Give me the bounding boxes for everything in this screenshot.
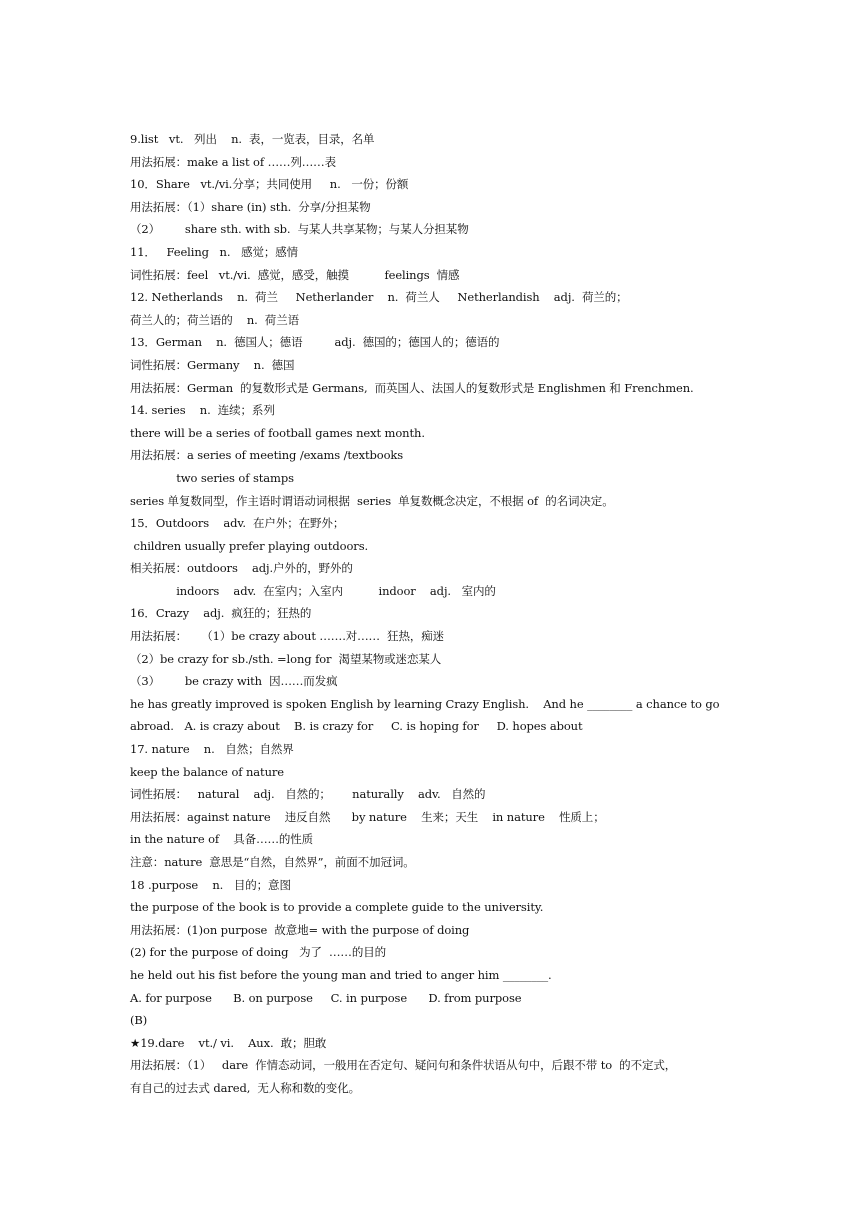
- text-line: in the nature of 具备……的性质: [130, 832, 314, 847]
- text-line: indoors adv. 在室内；入室内 indoor adj. 室内的: [130, 583, 496, 598]
- text-line: abroad. A. is crazy about B. is crazy for C. is hoping for D. hopes about: [130, 719, 583, 734]
- text-line: 18 .purpose n. 目的；意图: [130, 877, 291, 892]
- text-line: 16．Crazy adj. 疯狂的；狂热的: [130, 606, 312, 621]
- text-line: （3） be crazy with 因……而发疯: [130, 674, 338, 689]
- text-line: （2） share sth. with sb. 与某人共享某物；与某人分担某物: [130, 222, 469, 237]
- text-line: 用法拓展：(1)on purpose 故意地= with the purpose of doing: [130, 922, 470, 937]
- text-line: 用法拓展： （1）be crazy about …….对…… 狂热，痴迷: [130, 629, 445, 644]
- text-line: there will be a series of football games next month.: [130, 425, 425, 440]
- document-body: [130, 128, 750, 1100]
- text-line: 用法拓展：a series of meeting /exams /textbooks: [130, 448, 404, 463]
- text-line: 注意：nature 意思是“自然，自然界”，前面不加冠词。: [130, 855, 415, 869]
- text-line: 用法拓展：against nature 违反自然 by nature 生来；天生 in nature 性质上；: [130, 809, 605, 824]
- text-line: 用法拓展：（1）share (in) sth. 分享/分担某物: [130, 199, 371, 214]
- text-line: 17. nature n. 自然；自然界: [130, 742, 294, 757]
- text-line: A. for purpose B. on purpose C. in purpose D. from purpose: [130, 990, 522, 1005]
- text-line: ★19.dare vt./ vi. Aux. 敢；胆敢: [130, 1035, 327, 1050]
- text-line: he held out his fist before the young man and tried to anger him ________.: [130, 967, 552, 982]
- text-line: 9.list vt. 列出 n. 表，一览表，目录，名单: [130, 132, 375, 146]
- text-line: 13．German n. 德国人；德语 adj. 德国的；德国人的；德语的: [130, 335, 500, 350]
- text-line: the purpose of the book is to provide a complete guide to the university.: [130, 900, 544, 915]
- text-line: 相关拓展：outdoors adj.户外的，野外的: [130, 561, 353, 576]
- text-line: 15．Outdoors adv. 在户外；在野外；: [130, 516, 345, 531]
- text-line: series 单复数同型，作主语时谓语动词根据 series 单复数概念决定，不根据 of 的名词决定。: [130, 493, 614, 508]
- text-line: 用法拓展：make a list of ……列……表: [130, 154, 336, 169]
- text-line: (2) for the purpose of doing 为了 ……的目的: [130, 945, 387, 960]
- text-line: 词性拓展：feel vt./vi. 感觉，感受，触摸 feelings 情感: [130, 267, 460, 282]
- text-line: （2）be crazy for sb./sth. =long for 渴望某物或迷恋某人: [130, 651, 442, 666]
- text-line: (B): [130, 1013, 148, 1028]
- text-line: 用法拓展：German 的复数形式是 Germans, 而英国人、法国人的复数形式是 Englishmen 和 Frenchmen.: [130, 380, 694, 395]
- text-line: 词性拓展： natural adj. 自然的； naturally adv. 自然的: [130, 787, 486, 802]
- text-line: 词性拓展：Germany n. 德国: [130, 357, 295, 372]
- text-line: he has greatly improved is spoken English by learning Crazy English. And he ________ a chance to go: [130, 696, 720, 711]
- text-line: 14. series n. 连续；系列: [130, 403, 275, 418]
- text-line: 有自己的过去式 dared, 无人称和数的变化。: [130, 1080, 361, 1095]
- text-line: 10．Share vt./vi.分享；共同使用 n. 一份；份额: [130, 177, 409, 192]
- text-line: keep the balance of nature: [130, 764, 284, 779]
- text-line: 用法拓展：（1） dare 作情态动词，一般用在否定句、疑问句和条件状语从句中，后跟不带 to 的不定式，: [130, 1058, 677, 1073]
- text-line: two series of stamps: [130, 470, 294, 485]
- text-line: 荷兰人的；荷兰语的 n. 荷兰语: [130, 312, 299, 327]
- text-line: 11． Feeling n. 感觉；感情: [130, 244, 299, 259]
- text-line: 12. Netherlands n. 荷兰 Netherlander n. 荷兰人 Netherlandish adj. 荷兰的；: [130, 290, 628, 305]
- text-line: children usually prefer playing outdoors.: [130, 538, 369, 553]
